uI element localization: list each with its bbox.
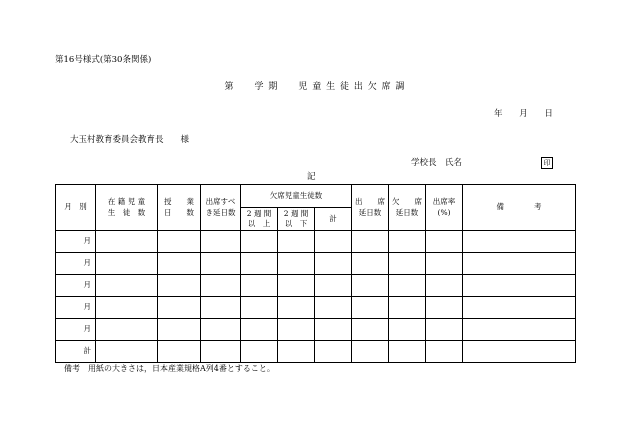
header-absent-2w-over: 2 週 間 以 上	[241, 208, 278, 231]
month-cell: 月	[56, 297, 96, 319]
table-row	[56, 297, 576, 319]
table-row	[56, 253, 576, 275]
month-cell: 月	[56, 231, 96, 253]
table-row	[56, 275, 576, 297]
header-class-days: 授 業 日 数	[158, 185, 201, 231]
header-absent-total: 計	[315, 208, 352, 231]
header-enrolled: 在 籍 児 童 生 徒 数	[96, 185, 158, 231]
table-row	[56, 231, 576, 253]
ki-label: 記	[307, 172, 316, 182]
header-required-attendance: 出席すべ き延日数	[201, 185, 241, 231]
month-cell: 月	[56, 253, 96, 275]
seal-box: 印	[541, 157, 553, 169]
header-absent-2w-under: 2 週 間 以 下	[278, 208, 315, 231]
date-line: 年 月 日	[494, 109, 553, 119]
header-attendance-days: 出 席 延日数	[352, 185, 389, 231]
table-row	[56, 319, 576, 341]
form-number: 第16号様式(第30条関係)	[55, 55, 152, 65]
header-month: 月 別	[56, 185, 96, 231]
attendance-table	[55, 184, 576, 363]
header-attendance-rate: 出席率 (%)	[426, 185, 463, 231]
table-row-total	[56, 341, 576, 363]
total-cell: 計	[56, 341, 96, 363]
header-remarks: 備 考	[463, 185, 576, 231]
header-absence-days: 欠 席 延日数	[389, 185, 426, 231]
month-cell: 月	[56, 275, 96, 297]
addressee: 大玉村教育委員会教育長 様	[70, 135, 190, 145]
footnote: 備考 用紙の大きさは，日本産業規格A列4番とすること。	[64, 364, 275, 373]
month-cell: 月	[56, 319, 96, 341]
page-title: 第 学 期 児 童 生 徒 出 欠 席 調	[224, 82, 406, 92]
principal-name-label: 学校長 氏名	[411, 158, 463, 168]
header-absent-group: 欠席児童生徒数	[241, 185, 352, 208]
